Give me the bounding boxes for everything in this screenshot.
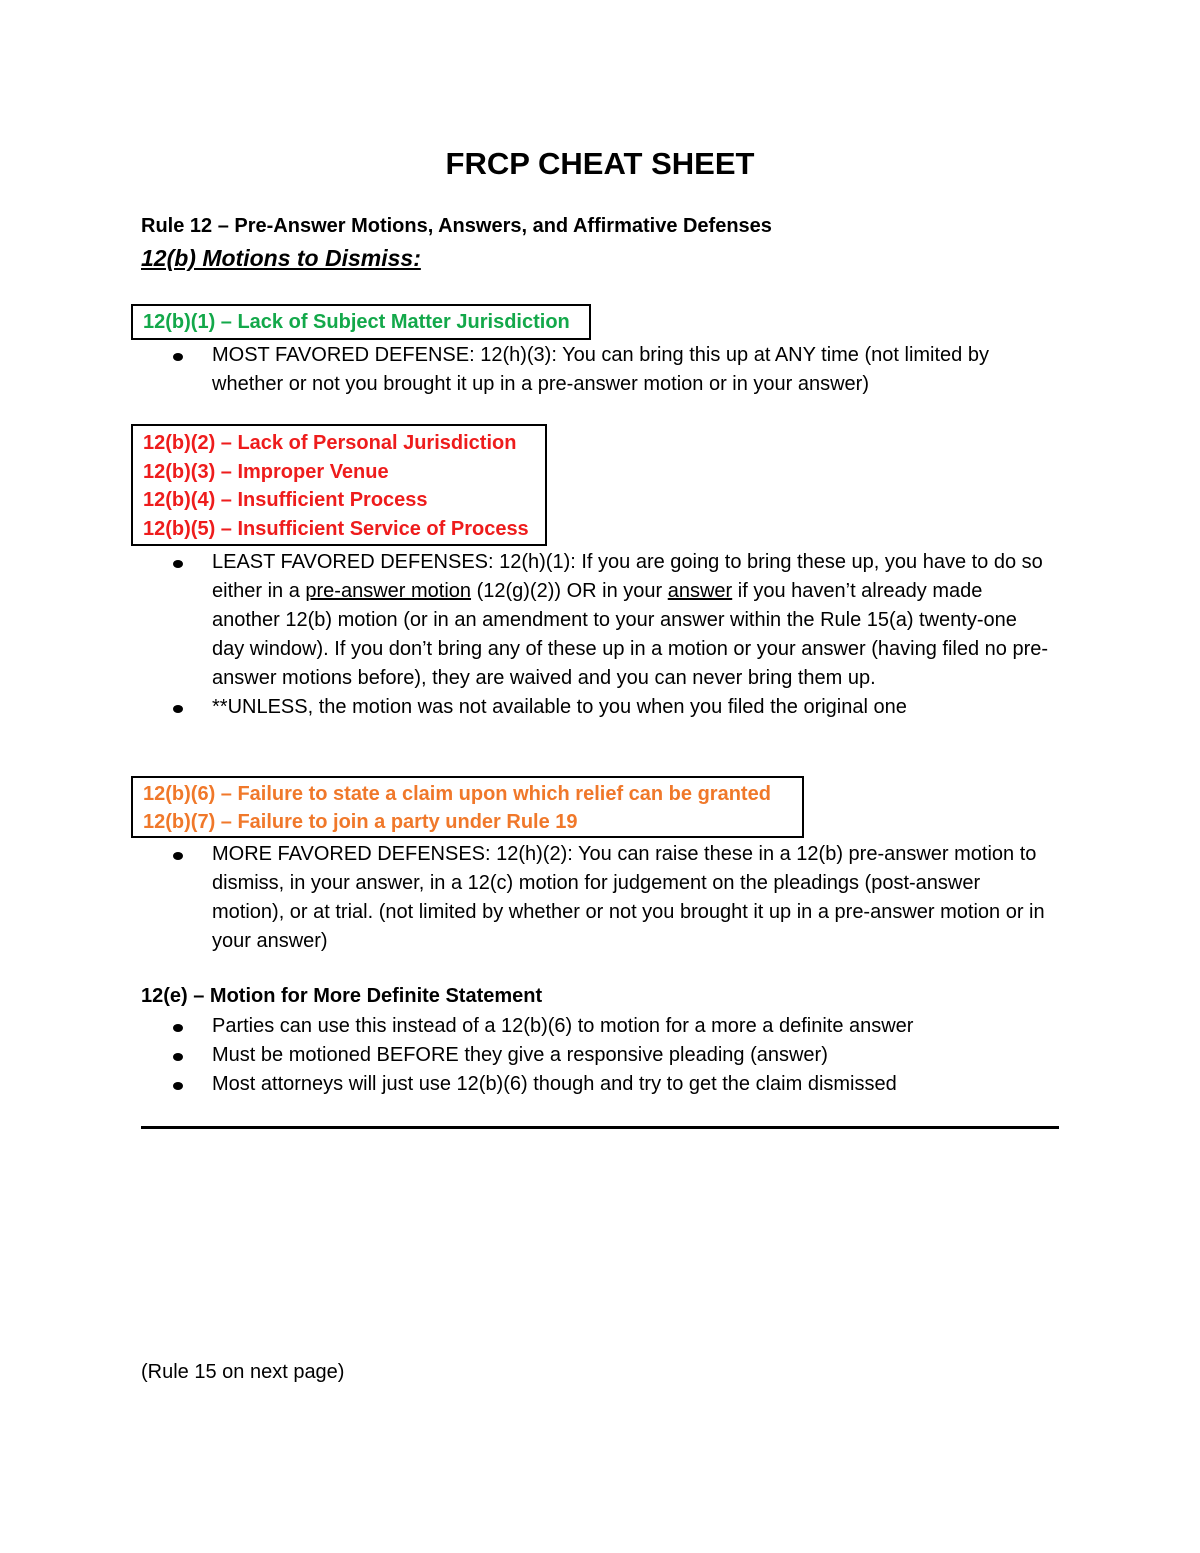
defense-box-least-favored [131,424,547,546]
list-item: **UNLESS, the motion was not available to you when you filed the original one [141,693,1052,722]
bullet-icon [173,1024,183,1032]
horizontal-divider [141,1126,1059,1129]
list-item: LEAST FAVORED DEFENSES: 12(h)(1): If you are going to bring these up, you have to do so either in a pre-answer motion (12(g)(2)) OR in your answer if you haven’t already made another 12(b) motion (or in an amendment to your answer within the Rule 15(a) twenty-one day window). If you don’t bring any of these up in a motion or your answer (having filed no pre-answer motions before), they are waived and you can never bring them up. [141,548,1052,693]
list-item: Most attorneys will just use 12(b)(6) though and try to get the claim dismissed [141,1070,1052,1099]
defense-12b4: 12(b)(4) – Insufficient Process [143,489,428,511]
defense-box-most-favored [131,304,591,340]
defense-12b5: 12(b)(5) – Insufficient Service of Process [143,518,529,540]
defense-12b3: 12(b)(3) – Improper Venue [143,461,389,483]
list-item: MORE FAVORED DEFENSES: 12(h)(2): You can raise these in a 12(b) pre-answer motion to dismiss, in your answer, in a 12(c) motion for judgement on the pleadings (post-answer motion), or at trial. (not limited by whether or not you brought it up in a pre-answer motion or in your answer) [141,840,1052,956]
defense-12b1: 12(b)(1) – Lack of Subject Matter Jurisdiction [143,311,570,333]
bullet-list [0,840,1052,956]
section-12e-heading: 12(e) – Motion for More Definite Statement [141,985,543,1007]
pre-answer-motion-underline: pre-answer motion [305,580,472,602]
rule-heading: Rule 12 – Pre-Answer Motions, Answers, and Affirmative Defenses [141,215,772,237]
footer-note: (Rule 15 on next page) [141,1361,345,1383]
page-title: FRCP CHEAT SHEET [445,146,755,181]
bullet-icon [173,852,183,860]
defense-12b2: 12(b)(2) – Lack of Personal Jurisdiction [143,432,517,454]
list-item: Must be motioned BEFORE they give a responsive pleading (answer) [141,1041,1052,1070]
bullet-icon [173,560,183,568]
answer-underline: answer [667,580,733,602]
defense-12b6: 12(b)(6) – Failure to state a claim upon which relief can be granted [143,783,771,805]
bullet-icon [173,353,183,361]
bullet-icon [173,1082,183,1090]
bullet-icon [173,705,183,713]
section-subheading: 12(b) Motions to Dismiss: [141,245,421,271]
bullet-list [0,341,1052,399]
defense-12b7: 12(b)(7) – Failure to join a party under Rule 19 [143,811,578,833]
defense-box-more-favored [131,776,804,838]
bullet-list [0,1012,1052,1099]
list-item: MOST FAVORED DEFENSE: 12(h)(3): You can bring this up at ANY time (not limited by whether or not you brought it up in a pre-answer motion or in your answer) [141,341,1052,399]
bullet-icon [173,1053,183,1061]
list-item: Parties can use this instead of a 12(b)(6) to motion for a more a definite answer [141,1012,1052,1041]
bullet-list [0,548,1052,722]
